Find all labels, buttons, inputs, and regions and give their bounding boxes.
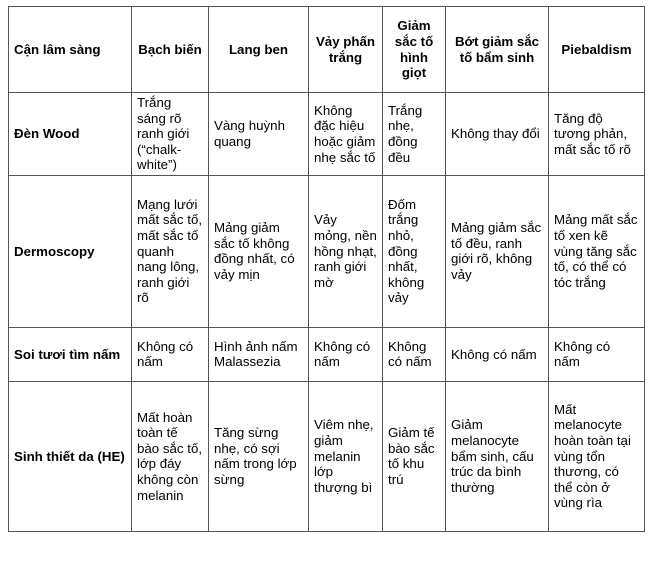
- row-label: Đèn Wood: [9, 93, 132, 176]
- table-row: [9, 93, 645, 176]
- header-cell: Cận lâm sàng: [9, 7, 132, 93]
- header-row: [9, 7, 645, 93]
- header-cell: Piebaldism: [549, 7, 645, 93]
- table-cell: Hình ảnh nấm Malassezia: [209, 327, 309, 381]
- table-cell: Mất melanocyte hoàn toàn tại vùng tổn thương, có thể còn ở vùng rìa: [549, 381, 645, 531]
- table-cell: Mảng giảm sắc tố không đồng nhất, có vảy mịn: [209, 175, 309, 327]
- table-cell: Không có nấm: [309, 327, 383, 381]
- table-row: [9, 175, 645, 327]
- header-cell: Bớt giảm sắc tố bẩm sinh: [446, 7, 549, 93]
- table-cell: Đốm trắng nhỏ, đồng nhất, không vảy: [383, 175, 446, 327]
- row-label: Dermoscopy: [9, 175, 132, 327]
- table-cell: Không có nấm: [549, 327, 645, 381]
- table-row: [9, 381, 645, 531]
- table-cell: Tăng sừng nhẹ, có sợi nấm trong lớp sừng: [209, 381, 309, 531]
- table-cell: Trắng sáng rõ ranh giới (“chalk-white”): [132, 93, 209, 176]
- table-cell: Mảng mất sắc tố xen kẽ vùng tăng sắc tố, có thể có tóc trắng: [549, 175, 645, 327]
- table-cell: Tăng độ tương phản, mất sắc tố rõ: [549, 93, 645, 176]
- row-label: Sinh thiết da (HE): [9, 381, 132, 531]
- table-cell: Giảm tế bào sắc tố khu trú: [383, 381, 446, 531]
- table-cell: Giảm melanocyte bẩm sinh, cấu trúc da bình thường: [446, 381, 549, 531]
- header-cell: Bạch biến: [132, 7, 209, 93]
- table-cell: Trắng nhẹ, đồng đều: [383, 93, 446, 176]
- table-row: [9, 327, 645, 381]
- table-cell: Mảng giảm sắc tố đều, ranh giới rõ, không vảy: [446, 175, 549, 327]
- table-cell: Không có nấm: [383, 327, 446, 381]
- table-cell: Không có nấm: [132, 327, 209, 381]
- table-cell: Vảy mỏng, nền hồng nhạt, ranh giới mờ: [309, 175, 383, 327]
- header-cell: Giảm sắc tố hình giọt: [383, 7, 446, 93]
- table-cell: Vàng huỳnh quang: [209, 93, 309, 176]
- table-cell: Không đặc hiệu hoặc giảm nhẹ sắc tố: [309, 93, 383, 176]
- table-cell: Không thay đổi: [446, 93, 549, 176]
- row-label: Soi tươi tìm nấm: [9, 327, 132, 381]
- table-cell: Mạng lưới mất sắc tố, mất sắc tố quanh nang lông, ranh giới rõ: [132, 175, 209, 327]
- table-cell: Viêm nhẹ, giảm melanin lớp thượng bì: [309, 381, 383, 531]
- comparison-table: [8, 6, 645, 532]
- table-cell: Không có nấm: [446, 327, 549, 381]
- table-cell: Mất hoàn toàn tế bào sắc tố, lớp đáy không còn melanin: [132, 381, 209, 531]
- header-cell: Lang ben: [209, 7, 309, 93]
- header-cell: Vảy phấn trắng: [309, 7, 383, 93]
